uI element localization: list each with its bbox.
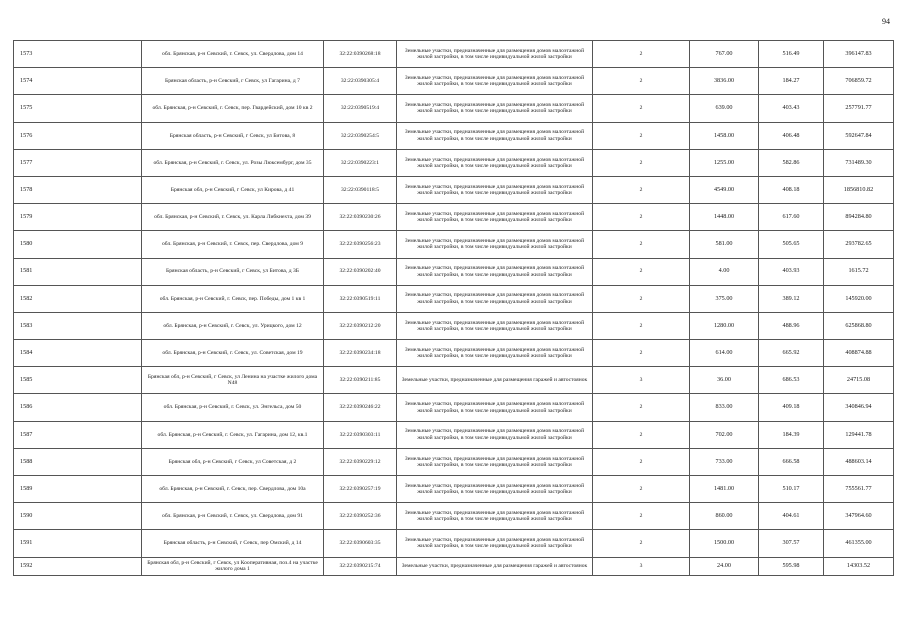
cell-cadastral-number: 32:22:0390223:1 [324,149,397,176]
cell-row-number: 1581 [14,258,142,285]
cell-address: Брянская обл, р-н Севский, г Севск, ул Кооперативная, поз.4 на участке жилого дома 1 [142,557,324,575]
cell-specific-value: 408.18 [759,176,824,203]
cell-address: обл. Брянская, р-н Севский, г. Севск, ул. Энгельса, дом 50 [142,394,324,421]
cell-group-code: 2 [593,421,690,448]
cell-specific-value: 404.61 [759,503,824,530]
cell-group-code: 2 [593,340,690,367]
cell-row-number: 1585 [14,367,142,394]
cell-group-code: 2 [593,176,690,203]
table-row [14,530,894,557]
cell-land-use-type: Земельные участки, предназначенные для размещения домов малоэтажной жилой застройки, в том числе индивидуальной жилой застройки [397,421,593,448]
cell-row-number: 1588 [14,448,142,475]
cell-group-code: 2 [593,476,690,503]
cell-address: обл. Брянская, р-н Севский, г. Севск, пер. Победы, дом 1 кв 1 [142,285,324,312]
cell-row-number: 1592 [14,557,142,575]
table-row [14,312,894,339]
table-row [14,394,894,421]
cell-area: 702.00 [690,421,759,448]
cell-specific-value: 516.49 [759,41,824,68]
cell-cadastral-value: 1615.72 [824,258,894,285]
table-row [14,503,894,530]
cell-address: Брянская область, р-н Севский, г Севск, пер Омский, д 14 [142,530,324,557]
cell-cadastral-value: 755561.77 [824,476,894,503]
cell-address: обл. Брянская, р-н Севский, г. Севск, ул. Розы Люксембург, дом 35 [142,149,324,176]
cell-address: обл. Брянская, р-н Севский, г. Севск, пер. Свердлова, дом 10а [142,476,324,503]
cell-specific-value: 582.86 [759,149,824,176]
cell-cadastral-number: 32:22:0390603:35 [324,530,397,557]
cell-land-use-type: Земельные участки, предназначенные для размещения домов малоэтажной жилой застройки, в том числе индивидуальной жилой застройки [397,312,593,339]
cell-cadastral-value: 625868.80 [824,312,894,339]
cell-area: 639.00 [690,95,759,122]
cell-specific-value: 617.60 [759,204,824,231]
cell-specific-value: 510.17 [759,476,824,503]
cell-area: 1255.00 [690,149,759,176]
cell-group-code: 2 [593,394,690,421]
table-row [14,557,894,575]
cell-cadastral-number: 32:22:0390118:5 [324,176,397,203]
cell-address: обл. Брянская, р-н Севский, г. Севск, ул. Свердлова, дом 14 [142,41,324,68]
cell-cadastral-number: 32:22:0390268:18 [324,41,397,68]
cell-specific-value: 666.58 [759,448,824,475]
cell-address: Брянская обл, р-н Севский, г Севск, ул Советская, д 2 [142,448,324,475]
cell-cadastral-number: 32:22:0390256:23 [324,231,397,258]
cell-address: Брянская обл, р-н Севский, г Севск, ул Кирова, д 41 [142,176,324,203]
cell-row-number: 1590 [14,503,142,530]
cell-area: 1280.00 [690,312,759,339]
cell-specific-value: 505.65 [759,231,824,258]
page-number: 94 [882,17,890,26]
cell-land-use-type: Земельные участки, предназначенные для размещения домов малоэтажной жилой застройки, в том числе индивидуальной жилой застройки [397,176,593,203]
cell-land-use-type: Земельные участки, предназначенные для размещения домов малоэтажной жилой застройки, в том числе индивидуальной жилой застройки [397,476,593,503]
cell-cadastral-value: 347964.60 [824,503,894,530]
cell-cadastral-value: 592647.84 [824,122,894,149]
cell-row-number: 1586 [14,394,142,421]
cell-area: 860.00 [690,503,759,530]
cell-specific-value: 488.96 [759,312,824,339]
cell-land-use-type: Земельные участки, предназначенные для размещения домов малоэтажной жилой застройки, в том числе индивидуальной жилой застройки [397,340,593,367]
cell-cadastral-number: 32:22:0390202:40 [324,258,397,285]
cell-cadastral-value: 145920.00 [824,285,894,312]
table-row [14,448,894,475]
cell-cadastral-value: 396147.83 [824,41,894,68]
cell-cadastral-number: 32:22:0390246:22 [324,394,397,421]
cell-group-code: 2 [593,503,690,530]
cell-cadastral-number: 32:22:0390212:20 [324,312,397,339]
cell-cadastral-value: 257791.77 [824,95,894,122]
cell-specific-value: 595.98 [759,557,824,575]
cell-cadastral-value: 293782.65 [824,231,894,258]
cell-cadastral-value: 461355.00 [824,530,894,557]
cell-cadastral-number: 32:22:0390234:18 [324,340,397,367]
cell-cadastral-number: 32:22:0390211:85 [324,367,397,394]
cell-specific-value: 184.39 [759,421,824,448]
cell-land-use-type: Земельные участки, предназначенные для размещения гаражей и автостоянок [397,557,593,575]
cell-address: Брянская область, р-н Севский, г Севск, ул Гагарина, д 7 [142,68,324,95]
cell-area: 733.00 [690,448,759,475]
cell-cadastral-value: 408874.88 [824,340,894,367]
cell-address: обл. Брянская, р-н Севский, г. Севск, ул. Гагарина, дом 12, кв.1 [142,421,324,448]
table-row [14,421,894,448]
cell-address: обл. Брянская, р-н Севский, г. Севск, ул. Советская, дом 19 [142,340,324,367]
cell-specific-value: 389.12 [759,285,824,312]
cell-cadastral-number: 32:22:0390305:4 [324,68,397,95]
cell-cadastral-value: 340846.94 [824,394,894,421]
cell-land-use-type: Земельные участки, предназначенные для размещения домов малоэтажной жилой застройки, в том числе индивидуальной жилой застройки [397,285,593,312]
cell-land-use-type: Земельные участки, предназначенные для размещения домов малоэтажной жилой застройки, в том числе индивидуальной жилой застройки [397,68,593,95]
cell-specific-value: 403.43 [759,95,824,122]
cell-group-code: 2 [593,41,690,68]
cell-group-code: 2 [593,231,690,258]
cell-address: обл. Брянская, р-н Севский, г. Севск, пер. Гвардейский, дом 10 кв 2 [142,95,324,122]
cell-row-number: 1591 [14,530,142,557]
cell-cadastral-value: 1856810.82 [824,176,894,203]
cell-area: 614.00 [690,340,759,367]
cell-specific-value: 686.53 [759,367,824,394]
cell-land-use-type: Земельные участки, предназначенные для размещения домов малоэтажной жилой застройки, в том числе индивидуальной жилой застройки [397,448,593,475]
cell-group-code: 2 [593,149,690,176]
cell-row-number: 1582 [14,285,142,312]
cell-group-code: 2 [593,204,690,231]
cell-land-use-type: Земельные участки, предназначенные для размещения домов малоэтажной жилой застройки, в том числе индивидуальной жилой застройки [397,503,593,530]
table-row [14,176,894,203]
cell-land-use-type: Земельные участки, предназначенные для размещения домов малоэтажной жилой застройки, в том числе индивидуальной жилой застройки [397,41,593,68]
cell-land-use-type: Земельные участки, предназначенные для размещения домов малоэтажной жилой застройки, в том числе индивидуальной жилой застройки [397,231,593,258]
cell-address: обл. Брянская, р-н Севский, г. Севск, ул. Урицкого, дом 12 [142,312,324,339]
cell-address: Брянская область, р-н Севский, г Севск, ул Битова, 8 [142,122,324,149]
cell-row-number: 1589 [14,476,142,503]
table-row [14,258,894,285]
cell-land-use-type: Земельные участки, предназначенные для размещения домов малоэтажной жилой застройки, в том числе индивидуальной жилой застройки [397,204,593,231]
table-row [14,367,894,394]
cell-cadastral-number: 32:22:0390254:5 [324,122,397,149]
cell-area: 581.00 [690,231,759,258]
cell-row-number: 1578 [14,176,142,203]
cell-group-code: 2 [593,95,690,122]
cell-land-use-type: Земельные участки, предназначенные для размещения домов малоэтажной жилой застройки, в том числе индивидуальной жилой застройки [397,149,593,176]
land-registry-table [13,40,894,576]
cell-row-number: 1574 [14,68,142,95]
cell-cadastral-value: 894284.80 [824,204,894,231]
cell-row-number: 1579 [14,204,142,231]
cell-row-number: 1575 [14,95,142,122]
cell-group-code: 2 [593,68,690,95]
table-row [14,95,894,122]
cell-row-number: 1584 [14,340,142,367]
cell-area: 1448.00 [690,204,759,231]
cell-address: Брянская область, р-н Севский, г Севск, ул Битова, д 3Б [142,258,324,285]
cell-group-code: 2 [593,530,690,557]
table-row [14,204,894,231]
cell-group-code: 3 [593,557,690,575]
cell-cadastral-number: 32:22:0390257:19 [324,476,397,503]
cell-cadastral-value: 488603.14 [824,448,894,475]
cell-area: 375.00 [690,285,759,312]
cell-cadastral-value: 731489.30 [824,149,894,176]
table-row [14,68,894,95]
cell-row-number: 1583 [14,312,142,339]
cell-row-number: 1587 [14,421,142,448]
cell-area: 833.00 [690,394,759,421]
table-row [14,41,894,68]
cell-specific-value: 665.92 [759,340,824,367]
cell-area: 1481.00 [690,476,759,503]
cell-specific-value: 307.57 [759,530,824,557]
cell-row-number: 1577 [14,149,142,176]
cell-cadastral-value: 129441.78 [824,421,894,448]
cell-area: 24.00 [690,557,759,575]
cell-row-number: 1576 [14,122,142,149]
cell-specific-value: 406.48 [759,122,824,149]
cell-land-use-type: Земельные участки, предназначенные для размещения домов малоэтажной жилой застройки, в том числе индивидуальной жилой застройки [397,394,593,421]
cell-area: 1500.00 [690,530,759,557]
cell-group-code: 3 [593,367,690,394]
cell-address: Брянская обл, р-н Севский, г Севск, ул Ленина на участке жилого дома N48 [142,367,324,394]
cell-cadastral-number: 32:22:0390215:74 [324,557,397,575]
cell-area: 36.00 [690,367,759,394]
cell-address: обл. Брянская, р-н Севский, г. Севск, пер. Свердлова, дом 9 [142,231,324,258]
cell-cadastral-number: 32:22:0390229:12 [324,448,397,475]
cell-group-code: 2 [593,312,690,339]
cell-cadastral-number: 32:22:0390519:4 [324,95,397,122]
cell-row-number: 1573 [14,41,142,68]
cell-group-code: 2 [593,258,690,285]
cell-cadastral-number: 32:22:0390303:11 [324,421,397,448]
registry-body [14,41,894,576]
cell-specific-value: 403.93 [759,258,824,285]
cell-group-code: 2 [593,448,690,475]
cell-area: 1458.00 [690,122,759,149]
cell-land-use-type: Земельные участки, предназначенные для размещения домов малоэтажной жилой застройки, в том числе индивидуальной жилой застройки [397,530,593,557]
cell-cadastral-value: 24715.08 [824,367,894,394]
cell-group-code: 2 [593,122,690,149]
cell-group-code: 2 [593,285,690,312]
cell-address: обл. Брянская, р-н Севский, г. Севск, ул. Свердлова, дом 91 [142,503,324,530]
cell-area: 4549.00 [690,176,759,203]
cell-row-number: 1580 [14,231,142,258]
table-row [14,122,894,149]
table-row [14,340,894,367]
cell-cadastral-value: 14303.52 [824,557,894,575]
cell-address: обл. Брянская, р-н Севский, г. Севск, ул. Карла Либкнехта, дом 39 [142,204,324,231]
cell-area: 3836.00 [690,68,759,95]
cell-land-use-type: Земельные участки, предназначенные для размещения домов малоэтажной жилой застройки, в том числе индивидуальной жилой застройки [397,122,593,149]
cell-land-use-type: Земельные участки, предназначенные для размещения домов малоэтажной жилой застройки, в том числе индивидуальной жилой застройки [397,258,593,285]
cell-cadastral-number: 32:22:0390252:36 [324,503,397,530]
cell-land-use-type: Земельные участки, предназначенные для размещения домов малоэтажной жилой застройки, в том числе индивидуальной жилой застройки [397,95,593,122]
table-row [14,285,894,312]
cell-area: 4.00 [690,258,759,285]
cell-cadastral-number: 32:22:0390230:26 [324,204,397,231]
table-row [14,149,894,176]
cell-area: 767.00 [690,41,759,68]
cell-cadastral-number: 32:22:0390519:11 [324,285,397,312]
table-row [14,476,894,503]
cell-land-use-type: Земельные участки, предназначенные для размещения гаражей и автостоянок [397,367,593,394]
cell-specific-value: 184.27 [759,68,824,95]
table-row [14,231,894,258]
cell-cadastral-value: 706859.72 [824,68,894,95]
cell-specific-value: 409.18 [759,394,824,421]
